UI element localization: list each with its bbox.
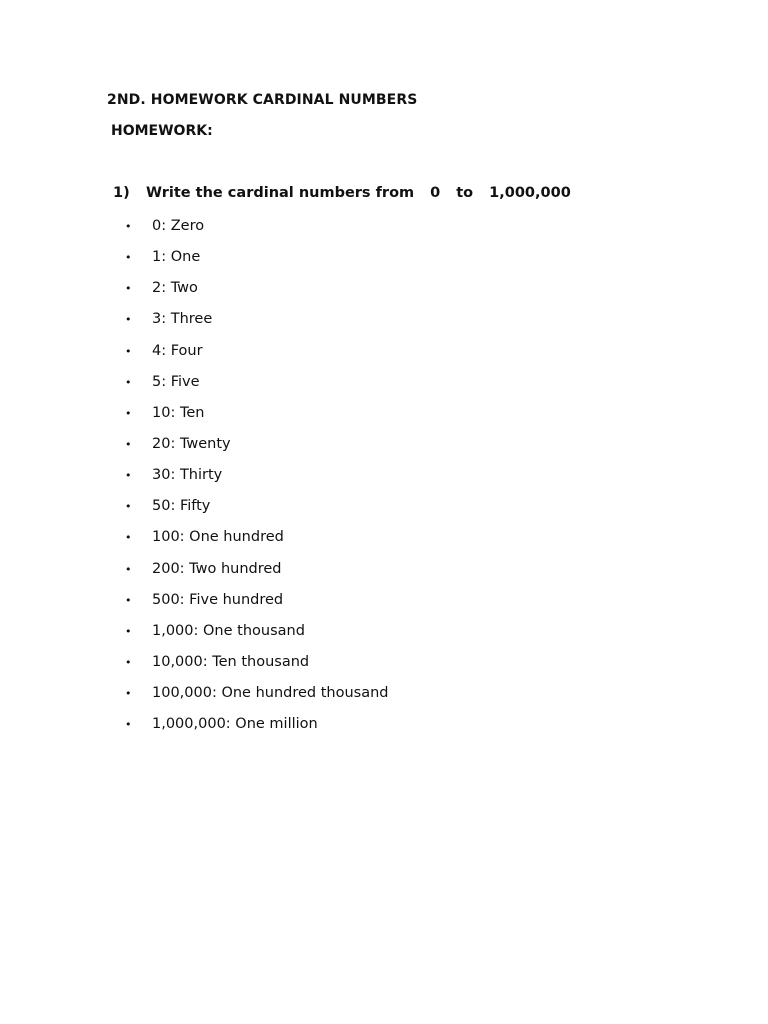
bullet-icon: • [125, 251, 132, 265]
list-item [125, 247, 389, 278]
bullet-icon: • [125, 469, 132, 483]
question-text: Write the cardinal numbers from [146, 185, 415, 201]
list-item [125, 278, 389, 309]
question-1 [113, 185, 571, 201]
list-item-text: 1,000,000: One million [152, 716, 318, 733]
bullet-icon: • [125, 344, 132, 358]
list-item-text: 30: Thirty [152, 467, 223, 484]
list-item [125, 403, 389, 434]
bullet-icon: • [125, 500, 132, 514]
list-item-text: 10,000: Ten thousand [152, 653, 310, 670]
list-item-text: 4: Four [152, 342, 203, 359]
bullet-icon: • [125, 718, 132, 732]
list-item-text: 200: Two hundred [152, 560, 282, 577]
list-item-text: 5: Five [152, 373, 200, 390]
list-item [125, 465, 389, 496]
list-item [125, 372, 389, 403]
bullet-icon: • [125, 593, 132, 607]
document-title: 2ND. HOMEWORK CARDINAL NUMBERS [107, 92, 418, 108]
list-item-text: 3: Three [152, 311, 213, 328]
list-item-text: 10: Ten [152, 404, 205, 421]
list-item [125, 683, 389, 714]
list-item-text: 500: Five hundred [152, 591, 284, 608]
bullet-icon: • [125, 624, 132, 638]
list-item-text: 1,000: One thousand [152, 622, 305, 639]
bullet-icon: • [125, 375, 132, 389]
question-range-to: 1,000,000 [489, 185, 571, 201]
list-item-text: 2: Two [152, 280, 198, 297]
bullet-icon: • [125, 655, 132, 669]
list-item [125, 216, 389, 247]
list-item [125, 652, 389, 683]
cardinal-number-list [125, 216, 389, 745]
list-item [125, 714, 389, 745]
list-item-text: 100,000: One hundred thousand [152, 685, 389, 702]
list-item-text: 50: Fifty [152, 498, 211, 515]
bullet-icon: • [125, 282, 132, 296]
list-item [125, 527, 389, 558]
list-item-text: 1: One [152, 249, 201, 266]
homework-heading: HOMEWORK: [111, 123, 213, 139]
question-range-to-word: to [456, 185, 474, 201]
list-item [125, 341, 389, 372]
list-item [125, 496, 389, 527]
list-item [125, 621, 389, 652]
list-item [125, 434, 389, 465]
list-item [125, 559, 389, 590]
question-number: 1) [113, 185, 130, 201]
bullet-icon: • [125, 562, 132, 576]
bullet-icon: • [125, 313, 132, 327]
question-range-from: 0 [430, 185, 441, 201]
list-item [125, 590, 389, 621]
bullet-icon: • [125, 437, 132, 451]
list-item [125, 309, 389, 340]
bullet-icon: • [125, 531, 132, 545]
list-item-text: 0: Zero [152, 218, 205, 234]
bullet-icon: • [125, 687, 132, 701]
list-item-text: 20: Twenty [152, 435, 231, 452]
bullet-icon: • [125, 220, 132, 233]
list-item-text: 100: One hundred [152, 529, 284, 546]
bullet-icon: • [125, 406, 132, 420]
